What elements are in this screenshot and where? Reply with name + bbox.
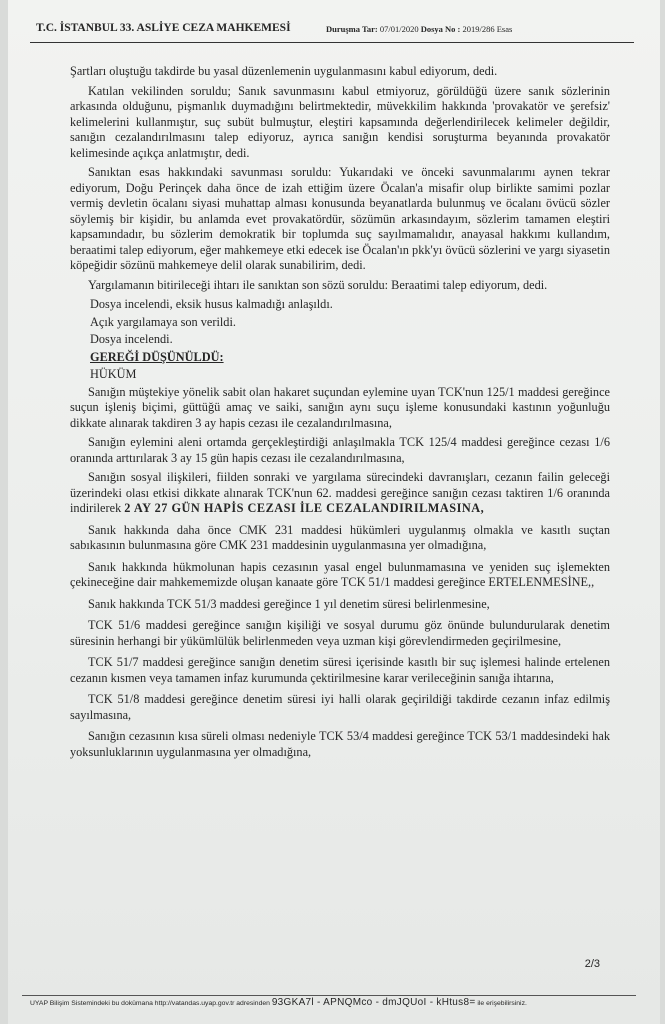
paragraph: Katılan vekilinden soruldu; Sanık savunmasını kabul etmiyoruz, görüldüğü üzere sanık sözlerinin arkasında olduğunu, pişmanlık duymadığını belirtmektedir, müvekkilim hakkında 'provakatör ve şerefsiz' kelimelerini kullanmıştır, suç subüt bulmuştur, eleştiri kapsamında değerlendirilecek kelimeler değildir, sanığın cezalandırılmasını talep ediyoruz, ayrıca sanığın kendisi soruşturma beyanında provakatör kelimesinde açıkça anlatmıştır, dedi.: [70, 83, 610, 160]
court-name: T.C. İSTANBUL 33. ASLİYE CEZA MAHKEMESİ: [36, 22, 291, 34]
decision-paragraph: Sanık hakkında TCK 51/3 maddesi gereğince 1 yıl denetim süresi belirlenmesine,: [88, 596, 490, 611]
decision-paragraph: Sanık hakkında daha önce CMK 231 maddesi hükümleri uygulanmış olmakla ve kasıtlı suçtan sabıkasının bulunmasına göre CMK 231 maddesinin uygulanmasına yer olmadığına,: [70, 522, 610, 552]
section-heading-hukum: HÜKÜM: [90, 367, 137, 381]
document-body: [70, 64, 610, 764]
page-number: 2/3: [584, 958, 600, 970]
file-number: 2019/286 Esas: [462, 24, 513, 34]
decision-paragraph: Sanığın cezasının kısa süreli olması nedeniyle TCK 53/4 maddesi gereğince TCK 53/1 maddesindeki hak yoksunluklarının uygulanmasına yer olmadığına,: [70, 729, 610, 759]
document-page: [8, 0, 660, 1024]
footer-suffix: ile erişebilirsiniz.: [477, 1000, 527, 1007]
paragraph: Şartları oluştuğu takdirde bu yasal düzenlemenin uygulanmasını kabul ediyorum, dedi.: [70, 64, 498, 78]
verdict-paragraph: Sanığın müştekiye yönelik sabit olan hakaret suçundan eylemine uyan TCK'nun 125/1 maddesi gereğince suçun işleniş biçimi, güttüğü amaç ve saiki, sanığın aynı suçu işleme konusundaki kastının yoğunluğu dikkate alınarak takdiren 3 ay hapis cezası ile cezalandırılmasına,: [70, 384, 610, 430]
hearing-date-label: Duruşma Tar:: [326, 24, 378, 34]
decision-paragraph: Sanık hakkında hükmolunan hapis cezasının yasal engel bulunmamasına ve yeniden suç işlemekten çekineceğine dair mahkememizde oluşan kanaate göre TCK 51/1 maddesi gereğince ERTELENMESİNE,,: [70, 559, 610, 589]
statement-line: Dosya incelendi, eksik husus kalmadığı anlaşıldı.: [90, 297, 333, 311]
sentence-paragraph: [70, 470, 610, 517]
decision-paragraph: TCK 51/7 maddesi gereğince sanığın denetim süresi içerisinde kasıtlı bir suç işlemesi halinde ertelenen cezanın kısmen veya tamamen infaz kurumunda çektirilmesine karar verileceğinin sanığa ihtarına,: [70, 655, 610, 685]
verdict-paragraph: Sanığın eylemini aleni ortamda gerçekleştirdiği anlaşılmakla TCK 125/4 maddesi gereğince cezası 1/6 oranında arttırılarak 3 ay 15 gün hapis cezası ile cezalandırılmasına,: [70, 435, 610, 465]
verification-code: 93GKA7l - APNQMco - dmJQUoI - kHtus8=: [271, 997, 476, 1008]
statement-line: Açık yargılamaya son verildi.: [90, 314, 236, 329]
paragraph: Sanıktan esas hakkındaki savunması soruldu: Yukarıdaki ve önceki savunmalarımı aynen tekrar ediyorum, Doğu Perinçek daha önce de izah ettiğim üzere Öcalan'a misafir olup birlikte samimi pozlar vermiş devletin öcalanı siyasi muhattap alması konusunda beyanatlarda bulunmuş ve öcalanı övücü sözler söylemiş bir kişidir, bu anlamda evet provakatördür, sözümün arkasındayım, sözlerim tamamen eleştiri kapsamındadır, bu sözlerim demokratik bir toplumda suç sayılmamalıdır, anayasal hakkımı kullandım, beraatimi talep ediyorum, eğer mahkemeye etki edecek ise Öcalan'ın pkk'yı övücü sözlerini ve yargı siyasetin köpeğidir sözünü mahkemeye delil olarak sunabilirim, dedi.: [70, 165, 610, 272]
paragraph: Yargılamanın bitirileceği ihtarı ile sanıktan son sözü soruldu: Beraatimi talep ediyorum, dedi.: [88, 277, 548, 292]
file-number-label: Dosya No :: [420, 24, 461, 34]
footer-prefix: UYAP Bilişim Sistemindeki bu dokümana http://vatandas.uyap.gov.tr adresinden: [30, 1000, 270, 1007]
sentence-bold: 2 AY 27 GÜN HAPİS CEZASI İLE CEZALANDIRILMASINA,: [124, 501, 485, 515]
decision-paragraph: TCK 51/6 maddesi gereğince sanığın kişiliği ve sosyal durumu göz önünde bulundurularak denetim süresinin herhangi bir yükümlülük belirlenmeden veya uzman kişi görevlendirmeden geçirilmesine,: [70, 618, 610, 648]
section-heading-gg: GEREĞİ DÜŞÜNÜLDÜ:: [90, 349, 224, 364]
hearing-date: 07/01/2020: [379, 24, 419, 34]
header-divider: [30, 42, 634, 43]
hearing-meta: [326, 24, 512, 34]
statement-line: Dosya incelendi.: [90, 332, 173, 346]
decision-paragraph: TCK 51/8 maddesi gereğince denetim süresi iyi halli olarak geçirildiği takdirde cezanın infaz edilmiş sayılmasına,: [70, 692, 610, 722]
uyap-footer: [30, 997, 640, 1008]
document-header: [36, 22, 630, 42]
sentence-text: Sanığın sosyal ilişkileri, fiilden sonraki ve yargılama sürecindeki davranışları, cezanın failin geleceği üzerindeki olası etkisi dikkate alınarak TCK'nun 62. maddesi gereğince sanığın cezası taktiren 1/6 oranında indirilerek: [70, 470, 610, 515]
footer-divider: [22, 995, 636, 996]
